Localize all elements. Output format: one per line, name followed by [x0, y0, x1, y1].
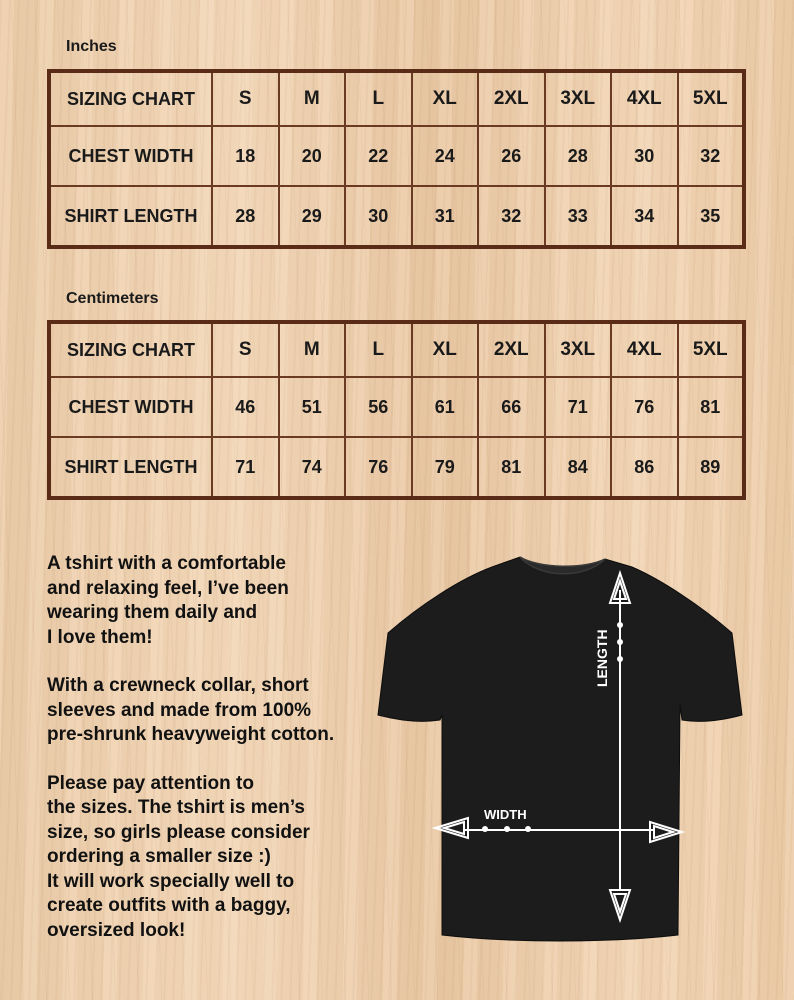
table-cell: 28 [212, 186, 279, 247]
table-cell: 30 [345, 186, 412, 247]
tshirt-icon [378, 557, 742, 941]
table-header-cell: SIZING CHART [49, 322, 212, 377]
table-cell: 33 [545, 186, 612, 247]
table-header-row [49, 322, 744, 377]
table-cell: 18 [212, 126, 279, 186]
table-header-row [49, 71, 744, 126]
centimeters-size-table [47, 320, 746, 500]
table-row [49, 126, 744, 186]
table-cell: 26 [478, 126, 545, 186]
size-l-header: L [345, 71, 412, 126]
table-cell: 34 [611, 186, 678, 247]
table-cell: 51 [279, 377, 346, 437]
table-cell: 30 [611, 126, 678, 186]
inches-label: Inches [66, 38, 117, 55]
table-cell: 61 [412, 377, 479, 437]
table-cell: 32 [478, 186, 545, 247]
table-cell: 56 [345, 377, 412, 437]
table-cell: 28 [545, 126, 612, 186]
size-xl-header: XL [412, 322, 479, 377]
table-header-cell: SIZING CHART [49, 71, 212, 126]
table-cell: 76 [345, 437, 412, 498]
inches-size-table [47, 69, 746, 249]
table-cell: 71 [545, 377, 612, 437]
size-l-header: L [345, 322, 412, 377]
table-cell: 89 [678, 437, 745, 498]
row-label: CHEST WIDTH [49, 377, 212, 437]
table-row [49, 377, 744, 437]
size-4xl-header: 4XL [611, 322, 678, 377]
size-s-header: S [212, 322, 279, 377]
description-paragraph: Please pay attention to the sizes. The tshirt is men’s size, so girls please consider ordering a smaller size :) It will work specially well to create outfits with a baggy, oversized look! [47, 772, 310, 941]
size-5xl-header: 5XL [678, 71, 745, 126]
size-m-header: M [279, 322, 346, 377]
table-cell: 81 [478, 437, 545, 498]
table-cell: 35 [678, 186, 745, 247]
row-label: SHIRT LENGTH [49, 437, 212, 498]
size-5xl-header: 5XL [678, 322, 745, 377]
table-cell: 32 [678, 126, 745, 186]
table-cell: 20 [279, 126, 346, 186]
table-cell: 31 [412, 186, 479, 247]
table-cell: 29 [279, 186, 346, 247]
length-label: LENGTH [594, 629, 610, 687]
width-label: WIDTH [484, 807, 527, 822]
table-cell: 24 [412, 126, 479, 186]
table-cell: 66 [478, 377, 545, 437]
size-s-header: S [212, 71, 279, 126]
description-paragraph: A tshirt with a comfortable and relaxing feel, I’ve been wearing them daily and I love them! [47, 553, 289, 648]
tshirt-measurement-diagram [360, 545, 760, 945]
table-cell: 71 [212, 437, 279, 498]
table-cell: 74 [279, 437, 346, 498]
table-cell: 46 [212, 377, 279, 437]
size-2xl-header: 2XL [478, 71, 545, 126]
size-m-header: M [279, 71, 346, 126]
table-cell: 76 [611, 377, 678, 437]
product-description [47, 552, 377, 967]
description-paragraph: With a crewneck collar, short sleeves and made from 100% pre-shrunk heavyweight cotton. [47, 675, 335, 745]
row-label: CHEST WIDTH [49, 126, 212, 186]
size-4xl-header: 4XL [611, 71, 678, 126]
table-cell: 86 [611, 437, 678, 498]
table-row [49, 437, 744, 498]
table-cell: 81 [678, 377, 745, 437]
table-cell: 22 [345, 126, 412, 186]
table-cell: 84 [545, 437, 612, 498]
table-row [49, 186, 744, 247]
table-cell: 79 [412, 437, 479, 498]
row-label: SHIRT LENGTH [49, 186, 212, 247]
size-2xl-header: 2XL [478, 322, 545, 377]
size-3xl-header: 3XL [545, 322, 612, 377]
centimeters-label: Centimeters [66, 290, 159, 307]
size-3xl-header: 3XL [545, 71, 612, 126]
size-xl-header: XL [412, 71, 479, 126]
